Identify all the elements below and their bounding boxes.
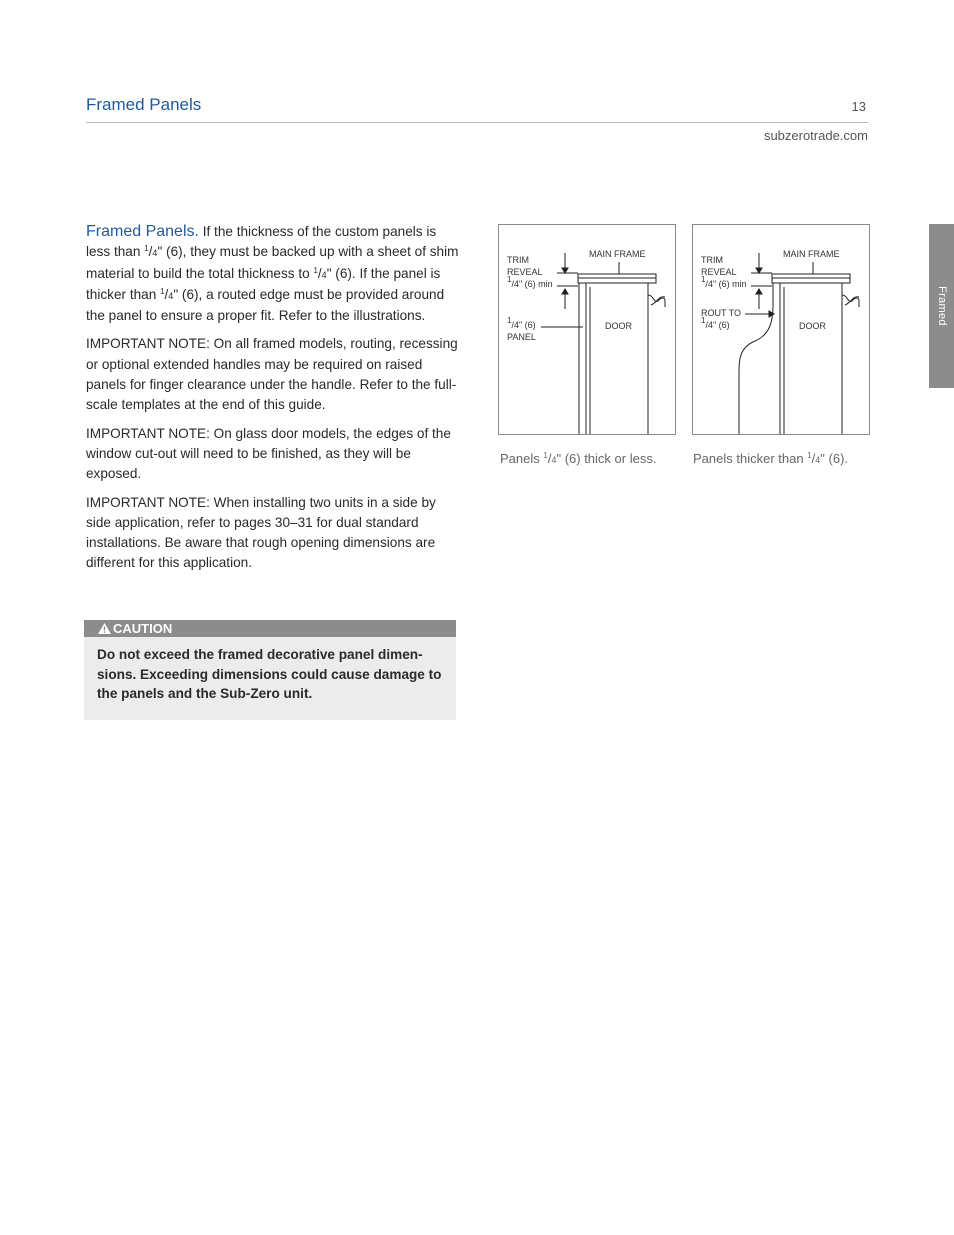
important-note-routing: IMPORTANT NOTE: On all framed models, routing, recessing or optional extended handles may be required on raised panels for finger clearance under the handle. Refer to the full-scale templates at the end of this guide. <box>86 336 458 413</box>
side-tab-framed[interactable] <box>929 224 954 388</box>
caution-label: CAUTION <box>113 621 173 636</box>
website-link[interactable]: subzerotrade.com <box>763 128 868 143</box>
main-frame-label: MAIN FRAME <box>783 249 840 259</box>
figure-caption-thin: Panels $^1$/4" (6) thick or less. <box>500 451 657 466</box>
reveal-label: REVEAL <box>701 267 737 277</box>
door-label: DOOR <box>799 321 826 331</box>
panel-label: PANEL <box>507 332 536 342</box>
important-note-side-by-side: IMPORTANT NOTE: When installing two units in a side by side application, refer to pages 30–31 for dual standard installations. Be aware that rough opening dimensions are different for this application. <box>86 494 436 571</box>
header-divider <box>86 122 868 123</box>
panel-thickness-label: $^1$/4" (6) <box>507 316 536 330</box>
side-tab-label: Framed <box>935 286 948 326</box>
figure-caption-thick: Panels thicker than $^1$/4" (6). <box>693 451 849 466</box>
rout-to-label: ROUT TO <box>701 308 742 318</box>
reveal-min-label: $^1$/4" (6) min <box>507 275 553 289</box>
caution-box <box>84 637 456 720</box>
diagram-thin-panel <box>498 224 676 435</box>
reveal-min-label: $^1$/4" (6) min <box>701 275 747 289</box>
trim-label: TRIM <box>507 255 529 265</box>
important-note-glass: IMPORTANT NOTE: On glass door models, the edges of the window cut-out will need to be finished, as they will be exposed. <box>86 425 451 482</box>
intro-paragraph: Framed Panels. If the thickness of the custom panels is less than $^1$/4" (6), they must be backed up with a sheet of shim material to build the total thickness to $^1$/4" (6). If the panel is thicker than $^1$/4" (6), a routed edge must be provided around the panel to ensure a proper fit. Refer to the illustrations. <box>86 223 459 324</box>
main-frame-label: MAIN FRAME <box>589 249 646 259</box>
reveal-label: REVEAL <box>507 267 543 277</box>
diagram-thick-panel <box>692 224 870 435</box>
door-label: DOOR <box>605 321 632 331</box>
page-section-title: Framed Panels <box>86 95 202 114</box>
body-text <box>86 222 462 582</box>
warning-triangle-icon <box>98 620 111 637</box>
lead-title: Framed Panels. <box>86 223 199 240</box>
page-number: 13 <box>851 99 866 114</box>
caution-header <box>84 620 456 637</box>
trim-label: TRIM <box>701 255 723 265</box>
rout-depth-label: $^1$/4" (6) <box>701 316 730 330</box>
caution-text: Do not exceed the framed decorative panel dimen-sions. Exceeding dimensions could cause damage to the panels and the Sub-Zero unit. <box>97 647 442 701</box>
